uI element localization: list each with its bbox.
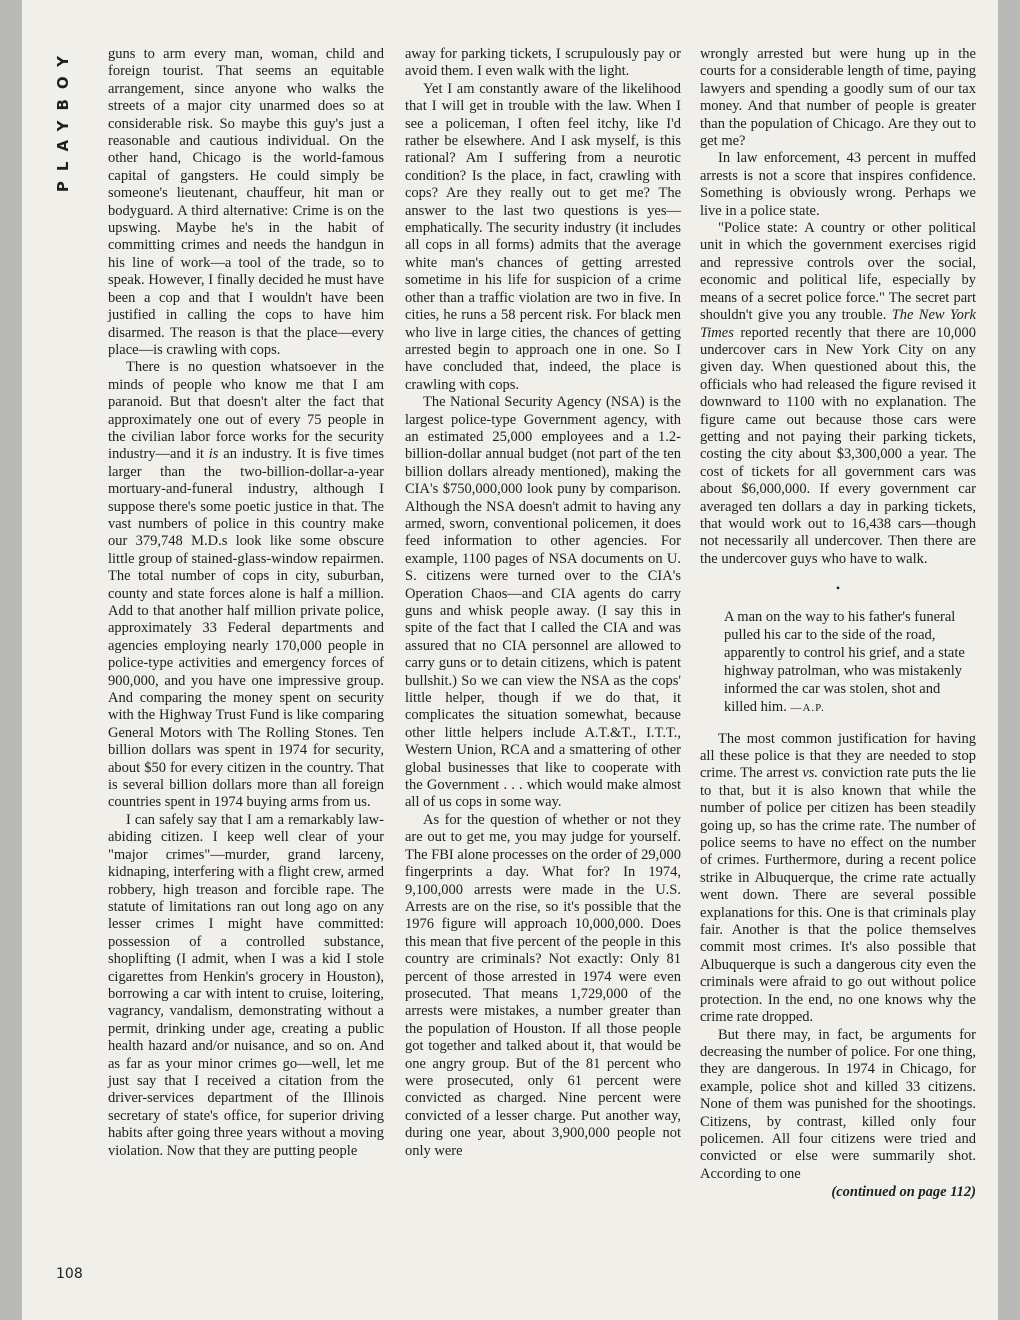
paragraph: guns to arm every man, woman, child and foreign tourist. That seems an equitable arrangement, since anyone who walks the streets of a major city unarmed does so at considerable risk. So maybe this guy's just a reasonable and cautious individual. On the other hand, Chicago is the world-famous capital of gangsters. He could simply be someone's lieutenant, chauffeur, hit man or bodyguard. A third alternative: Crime is on the upswing. Maybe he's in the habit of committing crimes and needs the handgun in his line of work—a tool of the trade, so to speak. However, I finally decided he must have been a cop and that I wouldn't have been justified in calling the cops to have him disarmed. The reason is that the place—every place—is crawling with cops. [108,46,384,358]
paragraph: But there may, in fact, be arguments for decreasing the number of police. For one thing, they are dangerous. In 1974 in Chicago, for example, police shot and killed 33 citizens. None of them was punished for the shootings. Citizens, by contrast, killed only four policemen. All four citizens were tried and convicted or else were summarily shot. According to one [700,1026,976,1182]
paragraph [700,220,976,568]
text-run: "Police state: A country or other political unit in which the government exercises rigid and repressive controls over the social, economic and political life, especially by means of a secret police force." The secret part shouldn't give you any trouble. [700,220,976,324]
paragraph: wrongly arrested but were hung up in the courts for a considerable length of time, paying lawyers and spending a goodly sum of our tax money. And that number of people is greater than the population of Chicago. Are they out to get me? [700,46,976,150]
paragraph: As for the question of whether or not they are out to get me, you may judge for yourself. The FBI alone processes on the order of 29,000 fingerprints a day. What for? In 1974, 9,100,000 arrests were made in the U.S. Arrests are on the rise, so it's possible that the 1976 figure will approach 10,000,000. Does this mean that five percent of the people in this country are criminals? Not exactly: Only 81 percent of those arrested in 1974 were even prosecuted. That means 1,729,000 of the arrests were mistakes, a number greater than the population of Houston. If all those people got together and talked about it, that would be one angry group. But of the 81 percent who were prosecuted, only 61 percent were convicted as charged. Nine percent were convicted of a lesser charge. Put another way, during one year, about 3,900,000 people not only were [405,811,681,1159]
paragraph: away for parking tickets, I scrupulously pay or avoid them. I even walk with the light. [405,46,681,80]
emphasis: is [208,446,219,463]
pull-quote-text: A man on the way to his father's funeral pulled his car to the side of the road, apparently to control his grief, and a state highway patrolman, who was mistakenly informed the car was stolen, shot and killed him. [724,608,965,715]
text-run: reported recently that there are 10,000 undercover cars in New York City on any given day. When questioned about this, the officials who had released the figure revised it downward to 1100 with no explanation. The figure came out because those cars were getting and not paying their parking tickets, costing the city about $3,300,000 a year. The cost of tickets for all government cars was about $6,000,000. If every government car averaged ten dollars a day in parking tickets, that would work out to 16,438 cars—though not necessarily all undercover. Then there are the undercover guys who have to walk. [700,324,976,567]
paragraph [108,359,384,812]
column-3 [700,46,976,1202]
paragraph [700,731,976,1027]
page-number: 108 [56,1266,83,1282]
column-1 [108,46,384,1160]
text-run: There is no question whatsoever in the minds of people who know me that I am paranoid. But that doesn't alter the fact that approximately one out of every 75 people in the civilian labor force works for the security industry—and it [108,359,384,463]
paragraph: In law enforcement, 43 percent in muffed arrests is not a score that inspires confidence. Something is obviously wrong. Perhaps we live in a police state. [700,150,976,219]
publication-title: The New York Times [700,307,976,341]
magazine-page [22,0,998,1320]
text-run: conviction rate puts the lie to that, but it is also known that while the number of police per citizen has been steadily going up, so has the crime rate. The number of police seems to have no effect on the number of crimes. Furthermore, during a recent police strike in Albuquerque, the crime rate actually went down. There are several possible explanations for this. One is that criminals play fair. Another is that the police themselves commit most crimes. It's also possible that Albuquerque is such a dangerous city even the criminals were afraid to go out without police protection. In the end, no one knows why the crime rate dropped. [700,765,976,1026]
continued-notice: (continued on page 112) [831,1184,976,1201]
column-2 [405,46,681,1160]
paragraph: Yet I am constantly aware of the likelihood that I will get in trouble with the law. When I see a policeman, I often feel itchy, like I'd rather be elsewhere. And I ask myself, is this rational? Am I suffering from a neurotic condition? Is the place, in fact, crawling with cops? Are they really out to get me? The answer to the last two questions is yes—emphatically. The security industry (it includes all cops in all forms) admits that the average white man's chances of getting arrested sometime in his life for suspicion of a crime other than a traffic violation are two in five. In cities, he runs a 58 percent risk. For black men who live in large cities, the chances of getting arrested begin to approach one in one. So I have concluded that, indeed, the place is crawling with cops. [405,80,681,393]
paragraph: I can safely say that I am a remarkably law-abiding citizen. I keep well clear of your "major crimes"—murder, grand larceny, kidnaping, interfering with a flight crew, armed robbery, high treason and forcible rape. The statute of limitations ran out long ago on any lesser crimes I might have committed: possession of a controlled substance, shoplifting (I admit, when I was a kid I stole cigarettes from Henkin's grocery in Houston), borrowing a car with intent to cruise, loitering, vagrancy, vandalism, demonstrating without a permit, drinking under age, creating a public health hazard and/or nuisance, and so on. And as far as your minor crimes go—well, let me just say that I received a citation from the driver-services department of the Illinois secretary of state's office, for superior driving habits after going three years without a moving violation. Now that they are putting people [108,811,384,1159]
pull-quote-source: —A.P. [790,701,825,714]
paragraph: The National Security Agency (NSA) is the largest police-type Government agency, with an estimated 25,000 employees and a 1.2-billion-dollar annual budget (not part of the ten billion dollars already mentioned), making the CIA's $750,000,000 look puny by comparison. Although the NSA doesn't admit to having any armed, sworn, conventional policemen, it does feed information to other agencies. For example, 1100 pages of NSA documents on U. S. citizens were turned over to the CIA's Operation Chaos—and CIA agents do carry guns and whisk people away. (I say this in spite of the fact that I called the CIA and was assured that no CIA personnel are allowed to carry guns or to detain citizens, which is patent bullshit.) So we can view the NSA as the cops' little helper, though if we do that, it complicates the situation somewhat, because other little helpers include A.T.&T., I.T.T., Western Union, RCA and a smattering of other global businesses that like to cooperate with the Government . . . which would make almost all of us cops in some way. [405,394,681,811]
text-run: an industry. It is five times larger than the two-billion-dollar-a-year mortuary-and-funeral industry, although I suppose there's some poetic justice in that. The vast numbers of police in this country make our 379,748 M.D.s look like some obscure little group of stained-glass-window repairmen. The total number of cops in city, suburban, county and state forces alone is half a million. Add to that another half million private police, approximately 33 Federal departments and agencies employing nearly 170,000 people in police-type activities and emergency forces of 900,000, and you have one impressive group. And comparing the money spent on security with the Highway Trust Fund is like comparing General Motors with The Rolling Stones. Ten billion dollars was spent in 1974 for security, about $50 for every citizen in the country. That is several billion dollars more than all foreign countries spent in 1974 buying arms from us. [108,446,384,811]
section-ornament: • [835,581,841,596]
text-run: The most common justification for having all these police is that they are needed to stop crime. The arrest [700,730,976,782]
magazine-name: PLAYBOY [54,46,72,193]
pull-quote [700,608,976,717]
emphasis: vs. [802,765,819,782]
